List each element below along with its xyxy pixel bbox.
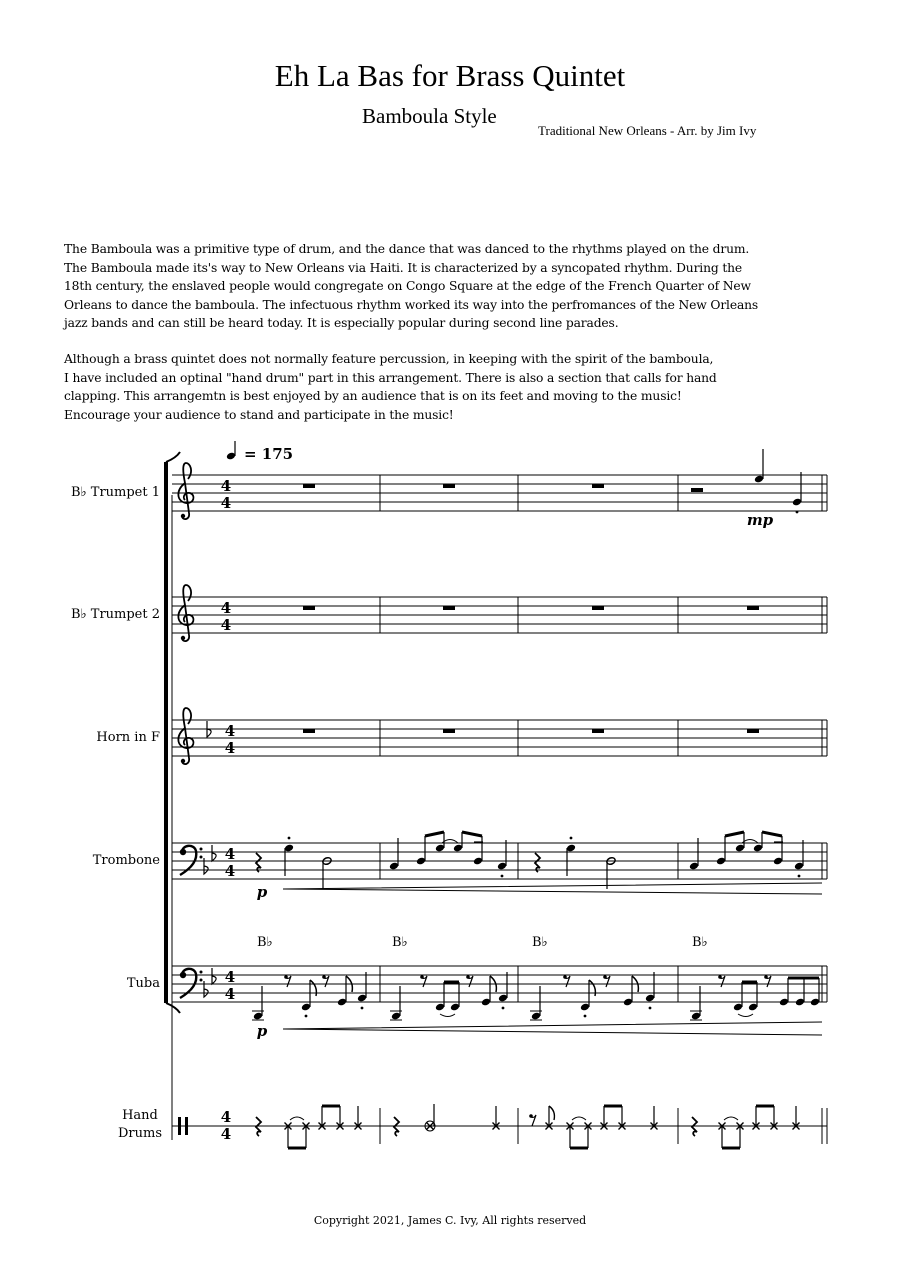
whole-rest: [592, 606, 604, 610]
eighth-rest: [420, 975, 427, 987]
flat-key-signature-icon: [212, 968, 216, 984]
note: [690, 986, 702, 1020]
chord-symbol: B♭: [692, 935, 708, 950]
quarter-note-icon: [226, 441, 236, 460]
instrument-label-trumpet-1: B♭ Trumpet 1: [70, 485, 160, 500]
beamed-notes: [285, 1117, 310, 1148]
staff-horn: [172, 708, 827, 764]
text-line: Although a brass quintet does not normally feature percussion, in keeping with the spirit of the bamboula,: [64, 352, 714, 366]
note: [301, 980, 317, 1017]
instrument-label-trumpet-2: B♭ Trumpet 2: [70, 607, 160, 622]
crescendo-hairpin: [283, 883, 822, 894]
flat-key-signature-icon: [204, 858, 208, 874]
staff-trombone: [172, 832, 827, 901]
note: [645, 972, 655, 1009]
eighth-rest: [529, 1114, 536, 1126]
staff-tuba: [172, 966, 827, 1040]
whole-rest: [443, 484, 455, 488]
whole-rest: [303, 606, 315, 610]
eighth-rest: [284, 975, 291, 987]
note: [530, 986, 542, 1020]
quarter-rest: [256, 853, 261, 872]
svg-text:4: 4: [220, 616, 232, 634]
text-line: 18th century, the enslaved people would congregate on Congo Square at the edge of the French Quarter of New: [64, 279, 751, 294]
eighth-rest: [764, 975, 771, 987]
flat-key-signature-icon: [204, 981, 208, 997]
eighth-rest: [563, 975, 570, 987]
text-line: jazz bands and can still be heard today. It is especially popular during second line parades.: [64, 316, 619, 331]
note: [357, 972, 367, 1009]
svg-text:4: 4: [220, 494, 232, 512]
note: [252, 986, 264, 1020]
text-line: The Bamboula made its's way to New Orleans via Haiti. It is characterized by a syncopated rhythm. During the: [64, 260, 743, 275]
text-line: I have included an optinal "hand drum" part in this arrangement. There is also a section that calls for hand: [64, 370, 717, 385]
time-signature: [221, 477, 231, 512]
quarter-rest: [535, 853, 540, 872]
program-note-paragraph-1: [64, 240, 844, 333]
svg-text:4: 4: [220, 1108, 232, 1126]
time-signature: [221, 1108, 231, 1143]
composer-credit: Traditional New Orleans - Arr. by Jim Ivy: [538, 123, 757, 138]
eighth-rest: [466, 975, 473, 987]
dynamic-mark: p: [256, 883, 268, 901]
time-signature: [225, 722, 235, 757]
text-line: Encourage your audience to stand and participate in the music!: [64, 407, 454, 422]
whole-rest: [443, 606, 455, 610]
instrument-label-tuba: Tuba: [126, 976, 160, 991]
note-e5: [754, 449, 764, 483]
tempo-value: = 175: [244, 445, 294, 463]
half-rest: [691, 488, 703, 492]
chord-symbol: B♭: [532, 935, 548, 950]
svg-text:4: 4: [220, 599, 232, 617]
dynamic-mark: mp: [746, 511, 774, 529]
bass-clef-icon: [180, 969, 203, 998]
eighth-rest: [718, 975, 725, 987]
dynamic-mark: p: [256, 1022, 268, 1040]
program-note-paragraph-2: [64, 350, 844, 424]
text-line: Orleans to dance the bamboula. The infectuous rhythm worked its way into the perfromances of the New Orleans: [64, 297, 759, 312]
svg-text:4: 4: [224, 862, 236, 880]
beamed-notes: [567, 1117, 592, 1148]
time-signature: [225, 968, 235, 1003]
svg-text:4: 4: [224, 722, 236, 740]
score-system: [0, 430, 900, 1170]
score-title: Eh La Bas for Brass Quintet: [274, 58, 626, 93]
beamed-notes: [719, 1117, 744, 1148]
tempo-marking: [226, 441, 293, 463]
score-subtitle: Bamboula Style: [362, 104, 497, 128]
svg-text:4: 4: [224, 845, 236, 863]
instrument-label-trombone: Trombone: [92, 853, 160, 868]
note: [390, 986, 402, 1020]
staff-hand-drums: [172, 1104, 827, 1148]
bass-clef-icon: [180, 846, 203, 875]
whole-rest: [592, 729, 604, 733]
svg-text:4: 4: [224, 985, 236, 1003]
whole-rest: [747, 606, 759, 610]
whole-rest: [443, 729, 455, 733]
chord-symbol: B♭: [392, 935, 408, 950]
time-signature: [225, 845, 235, 880]
note: [580, 980, 596, 1017]
svg-text:4: 4: [220, 477, 232, 495]
note: [497, 840, 507, 877]
beamed-notes: [779, 978, 820, 1006]
system-bracket: [166, 452, 180, 1140]
beamed-notes: [716, 832, 783, 865]
svg-text:4: 4: [224, 739, 236, 757]
text-line: The Bamboula was a primitive type of drum, and the dance that was danced to the rhythms played on the drum.: [64, 242, 750, 256]
eighth-rest: [603, 975, 610, 987]
whole-rest: [747, 729, 759, 733]
instrument-label-hand-drums-line2: Drums: [117, 1126, 163, 1141]
crescendo-hairpin: [283, 1022, 822, 1035]
note: [794, 840, 804, 877]
chord-symbol: B♭: [257, 935, 273, 950]
text-line: clapping. This arrangemtn is best enjoyed by an audience that is on its feet and moving to the music!: [64, 389, 682, 404]
flat-key-signature-icon: [212, 845, 216, 861]
beamed-notes: [435, 982, 460, 1017]
eighth-rest: [322, 975, 329, 987]
copyright-notice: Copyright 2021, James C. Ivy, All rights reserved: [313, 1214, 587, 1227]
whole-rest: [303, 484, 315, 488]
note: [498, 972, 508, 1009]
beamed-notes: [416, 832, 483, 865]
instrument-label-horn: Horn in F: [96, 730, 160, 745]
time-signature: [221, 599, 231, 634]
whole-rest: [303, 729, 315, 733]
staff-trumpet-2: [172, 585, 827, 641]
svg-text:4: 4: [224, 968, 236, 986]
beamed-notes: [733, 982, 758, 1017]
svg-text:4: 4: [220, 1125, 232, 1143]
whole-rest: [592, 484, 604, 488]
instrument-label-hand-drums-line1: Hand: [122, 1108, 158, 1123]
half-note: [425, 1104, 435, 1131]
